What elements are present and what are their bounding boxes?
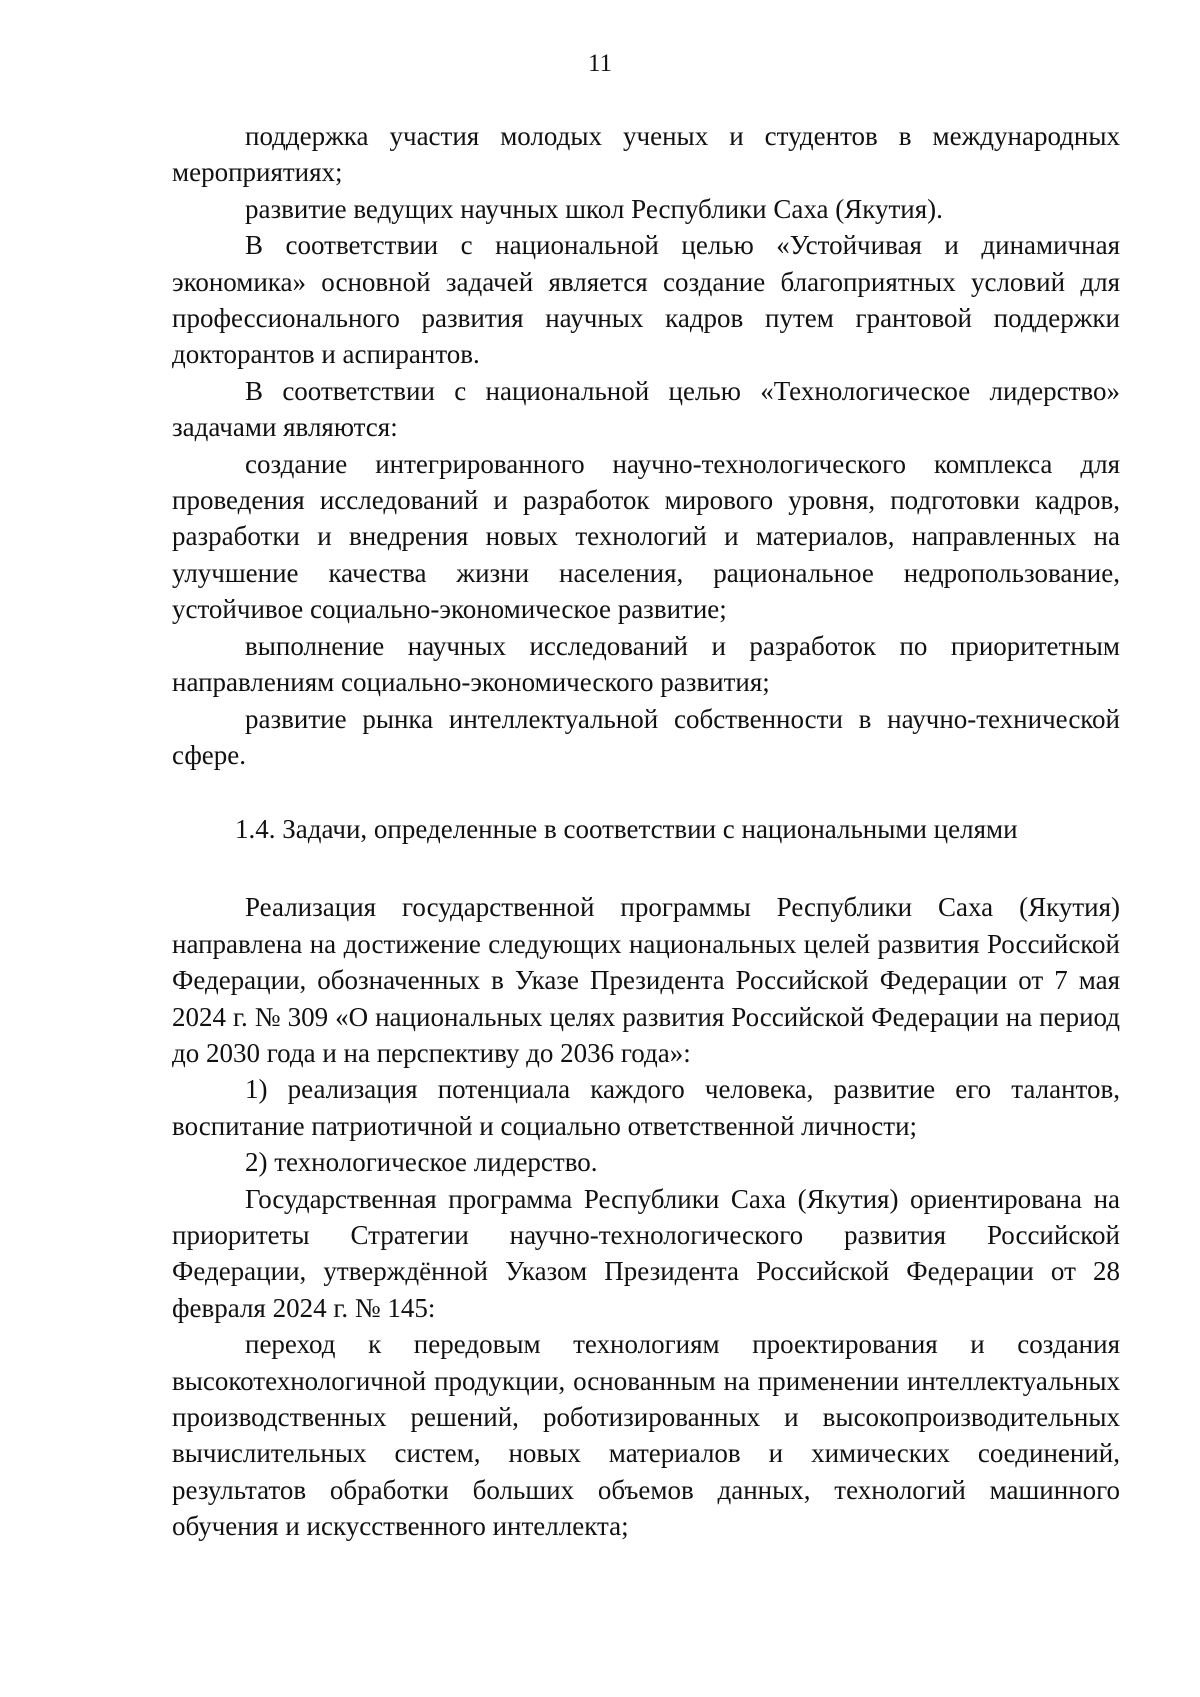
paragraph-intellectual-property: развитие рынка интеллектуальной собственности в научно-технической сфере. <box>172 703 1120 770</box>
paragraph-goal-tech-leadership: 2) технологическое лидерство. <box>245 1147 598 1178</box>
paragraph-strategy-priorities: Государственная программа Республики Саха (Якутия) ориентирована на приоритеты Стратегии научно-технологического развития Российской Федерации, утверждённой Указом Президента Российской Федерации от 28 февраля 2024 г. № 145: <box>172 1183 1120 1323</box>
paragraph-research-priorities: выполнение научных исследований и разработок по приоритетным направлениям социально-экономического развития; <box>172 630 1120 698</box>
paragraph-advanced-technologies: переход к передовым технологиям проектирования и создания высокотехнологичной продукции, основанным на применении интеллектуальных производственных решений, роботизированных и высокопроизводительных вычислительных систем, новых материалов и химических соединений, результатов обработки больших объемов данных, технологий машинного обучения и искусственного интеллекта; <box>172 1329 1120 1542</box>
paragraph-program-goals: Реализация государственной программы Республики Саха (Якутия) направлена на достижение следующих национальных целей развития Российской Федерации, обозначенных в Указе Президента Российской Федерации от 7 мая 2024 г. № 309 «О национальных целях развития Российской Федерации на период до 2030 года и на перспективу до 2036 года»: <box>172 892 1120 1068</box>
paragraph-scientific-schools: развитие ведущих научных школ Республики Саха (Якутия). <box>245 193 943 224</box>
document-body <box>172 118 1120 1545</box>
paragraph-goal-human-potential: 1) реализация потенциала каждого человека, развитие его талантов, воспитание патриотичной и социально ответственной личности; <box>172 1074 1120 1141</box>
paragraph-support-participation: поддержка участия молодых ученых и студентов в международных мероприятиях; <box>172 121 1120 188</box>
paragraph-integrated-complex: создание интегрированного научно-технологического комплекса для проведения исследований и разработок мирового уровня, подготовки кадров, разработки и внедрения новых технологий и материалов, направленных на улучшение качества жизни населения, рациональное недропользование, устойчивое социально-экономическое развитие; <box>172 448 1120 625</box>
section-heading: 1.4. Задачи, определенные в соответствии с национальными целями <box>235 814 1018 845</box>
page-number: 11 <box>587 50 613 77</box>
paragraph-sustainable-economy: В соответствии с национальной целью «Устойчивая и динамичная экономика» основной задачей является создание благоприятных условий для профессионального развития научных кадров путем грантовой поддержки докторантов и аспирантов. <box>172 230 1120 370</box>
paragraph-technological-leadership-intro: В соответствии с национальной целью «Технологическое лидерство» задачами являются: <box>172 375 1120 443</box>
